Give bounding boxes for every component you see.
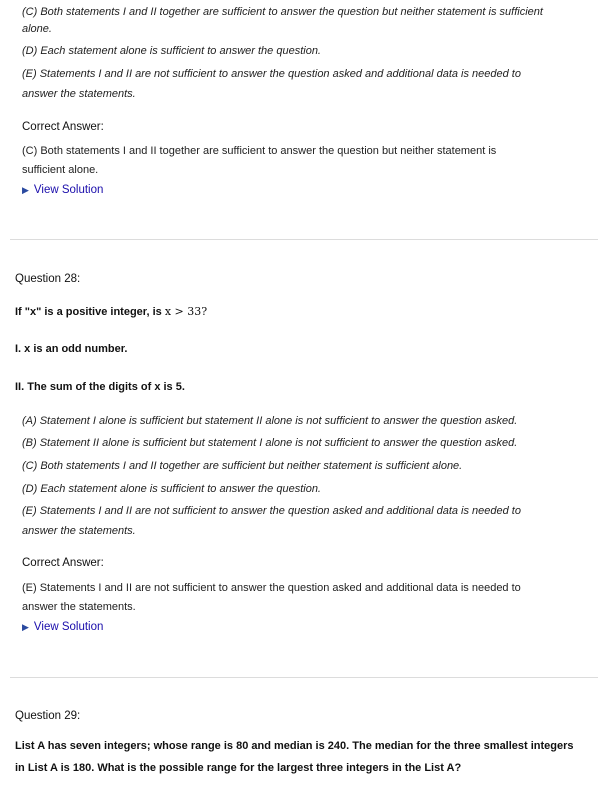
- view-solution-label: View Solution: [33, 621, 104, 633]
- option-a: (A) Statement I alone is sufficient but statement II alone is not sufficient to answer the question asked.: [22, 415, 518, 427]
- option-c: (C) Both statements I and II together are sufficient but neither statement is sufficient alone.: [22, 460, 463, 472]
- option-e-line2: answer the statements.: [22, 88, 136, 100]
- question-prompt-line2: in List A is 180. What is the possible range for the largest three integers in the List A?: [15, 762, 462, 774]
- option-e-line2: answer the statements.: [22, 525, 136, 537]
- play-triangle-icon: ▶: [22, 622, 29, 632]
- correct-answer-label: Correct Answer:: [22, 557, 104, 569]
- question-prompt: [15, 305, 207, 318]
- play-triangle-icon: ▶: [22, 185, 29, 195]
- option-c-line2: alone.: [22, 23, 52, 35]
- option-e-line1: (E) Statements I and II are not sufficient to answer the question asked and additional data is needed to: [22, 68, 521, 80]
- section-divider: [10, 677, 598, 678]
- statement-two: II. The sum of the digits of x is 5.: [15, 381, 185, 393]
- question-prompt-line1: List A has seven integers; whose range is 80 and median is 240. The median for the three smallest integers: [15, 740, 574, 752]
- statement-one: I. x is an odd number.: [15, 343, 128, 355]
- correct-answer-line1: (E) Statements I and II are not sufficient to answer the question asked and additional data is needed to: [22, 582, 521, 594]
- option-b: (B) Statement II alone is sufficient but statement I alone is not sufficient to answer the question asked.: [22, 437, 518, 449]
- section-divider: [10, 239, 598, 240]
- option-d: (D) Each statement alone is sufficient to answer the question.: [22, 45, 321, 57]
- option-c-line1: (C) Both statements I and II together are sufficient to answer the question but neither statement is sufficient: [22, 6, 543, 18]
- option-d: (D) Each statement alone is sufficient to answer the question.: [22, 483, 321, 495]
- correct-answer-line2: answer the statements.: [22, 601, 136, 613]
- view-solution-link[interactable]: [22, 621, 103, 633]
- correct-answer-line2: sufficient alone.: [22, 164, 99, 176]
- view-solution-label: View Solution: [33, 184, 104, 196]
- correct-answer-label: Correct Answer:: [22, 121, 104, 133]
- prompt-text: If "x" is a positive integer, is: [15, 306, 162, 318]
- question-title: Question 29:: [15, 710, 81, 722]
- question-title: Question 28:: [15, 273, 81, 285]
- view-solution-link[interactable]: [22, 184, 103, 196]
- prompt-math: x > 33?: [164, 305, 208, 318]
- correct-answer-line1: (C) Both statements I and II together are sufficient to answer the question but neither statement is: [22, 145, 497, 157]
- option-e-line1: (E) Statements I and II are not sufficient to answer the question asked and additional data is needed to: [22, 505, 521, 517]
